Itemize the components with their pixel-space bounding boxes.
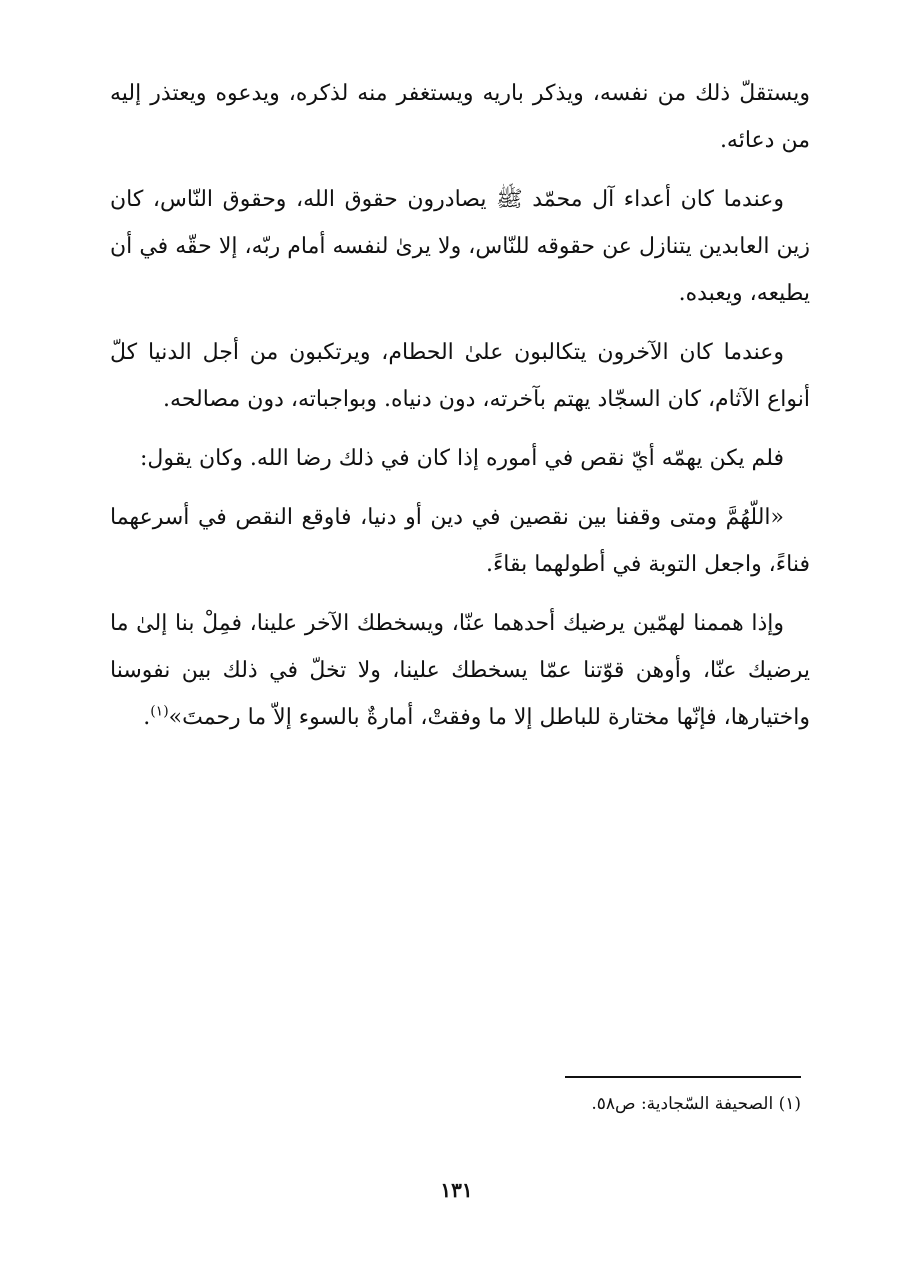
paragraph-4 <box>110 435 810 482</box>
footnote <box>301 1090 801 1118</box>
paragraph-6-quote <box>110 600 810 741</box>
paragraph-6-text: وإذا هممنا لهمّين يرضيك أحدهما عنّا، ويسخطك الآخر علينا، فمِلْ بنا إلىٰ ما يرضيك عنّا، وأوهن قوّتنا عمّا يسخطك علينا، ولا تخلّ في ذلك بين نفوسنا واختيارها، فإنّها مختارة للباطل إلا ما وفقتْ، أمارةٌ بالسوء إلاّ ما رحمتَ» <box>110 611 810 730</box>
paragraph-2-text: وعندما كان أعداء آل محمّد ﷺ يصادرون حقوق الله، وحقوق النّاس، كان زين العابدين يتنازل عن حقوقه للنّاس، ولا يرىٰ لنفسه أمام ربّه، إلا حقّه في أن يطيعه، ويعبده. <box>110 187 810 306</box>
paragraph-6-trailing: . <box>143 705 151 730</box>
paragraph-1 <box>110 70 810 164</box>
page-body <box>110 70 810 753</box>
paragraph-3-text: وعندما كان الآخرون يتكالبون علىٰ الحطام، ويرتكبون من أجل الدنيا كلّ أنواع الآثام، كان السجّاد يهتم بآخرته، دون دنياه. وبواجباته، دون مصالحه. <box>110 340 810 412</box>
paragraph-5-quote <box>110 494 810 588</box>
paragraph-5-text: «اللّهُمَّ ومتى وقفنا بين نقصين في دين أو دنيا، فاوقع النقص في أسرعهما فناءً، واجعل التوبة في أطولهما بقاءً. <box>110 505 810 577</box>
paragraph-3 <box>110 329 810 423</box>
page-number: ١٣١ <box>440 1178 473 1202</box>
paragraph-1-text: ويستقلّ ذلك من نفسه، ويذكر باريه ويستغفر منه لذكره، ويدعوه ويعتذر إليه من دعائه. <box>110 81 810 153</box>
paragraph-4-text: فلم يكن يهمّه أيّ نقص في أموره إذا كان في ذلك رضا الله. وكان يقول: <box>139 446 784 471</box>
paragraph-2 <box>110 176 810 317</box>
footnote-text: (١) الصحيفة السّجادية: ص٥٨. <box>591 1094 801 1114</box>
footnote-divider <box>565 1076 801 1078</box>
footnote-reference: (١) <box>150 703 169 720</box>
